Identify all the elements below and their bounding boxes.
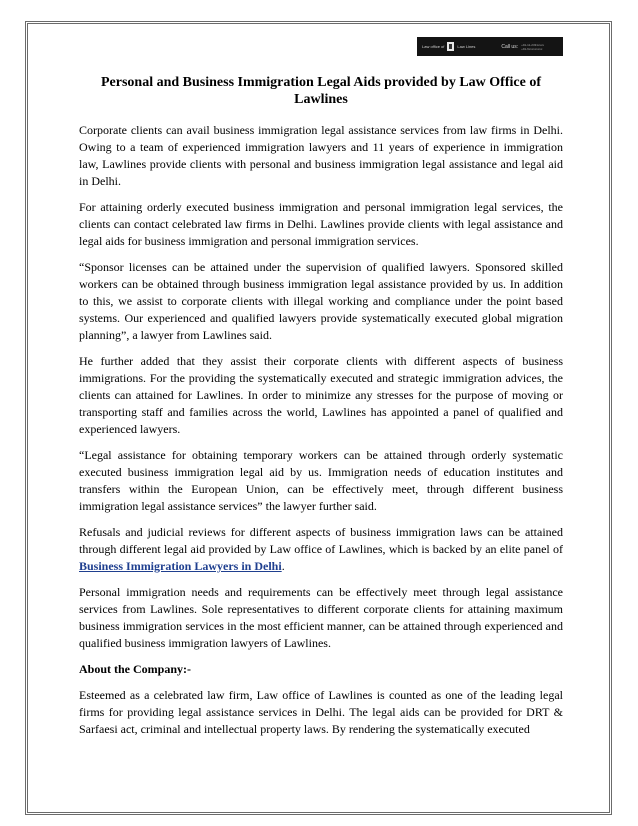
firm-prefix: Law office of <box>422 44 445 49</box>
paragraph: Personal immigration needs and requirements can be effectively meet through legal assistance services from Lawlines. Sole representatives to different corporate clients for attaining maximum business immigration services in the most efficient manner, can be attained through experienced and qualified business immigration lawyers of Lawlines. <box>79 585 563 650</box>
call-label: Call us: <box>501 43 519 50</box>
document-body <box>79 74 563 747</box>
page-title: Personal and Business Immigration Legal Aids provided by Law Office of Lawlines <box>100 75 541 107</box>
paragraph: He further added that they assist their corporate clients with different aspects of business immigrations. For the providing the systematically executed and strategic immigration advices, the clients can attained for Lawlines. In order to minimize any stresses for the purpose of moving or transporting staff and families across the world, Lawlines has appointed a panel of qualified and experienced lawyers. <box>79 354 563 436</box>
paragraph: “Legal assistance for obtaining temporary workers can be attained through orderly systematic executed business immigration legal aid by us. Immigration needs of education institutes and transfers within the European Union, can be effectively meet, through different business immigration legal assistance services” the lawyer further said. <box>79 448 563 513</box>
paragraph: For attaining orderly executed business immigration and personal immigration legal services, the clients can contact celebrated law firms in Delhi. Lawlines provide clients with legal assistance and legal aids for business immigration and personal immigration services. <box>79 200 563 248</box>
phone-number: +91-9xxxxxxxxx <box>521 46 543 51</box>
paragraph-text: Refusals and judicial reviews for different aspects of business immigration laws can be attained through different legal aid provided by Law office of Lawlines, which is backed by an elite panel of <box>79 525 563 556</box>
law-logo-icon <box>447 42 454 51</box>
header-banner[interactable] <box>417 37 563 56</box>
paragraph-text: . <box>281 559 285 573</box>
paragraph-with-link <box>79 524 563 575</box>
about-heading: About the Company:- <box>79 662 192 676</box>
phone-numbers <box>521 43 544 51</box>
firm-brand <box>422 42 475 51</box>
paragraph: Esteemed as a celebrated law firm, Law office of Lawlines is counted as one of the leading legal firms for providing legal assistance services in Delhi. The legal aids can be provided for DRT & Sarfaesi act, criminal and intellectual property laws. By rendering the systematically executed <box>79 688 563 736</box>
firm-name: Law Lines <box>457 44 476 49</box>
phone-number: +91-11-2331xxxx <box>521 42 544 47</box>
business-immigration-lawyers-link[interactable]: Business Immigration Lawyers in Delhi <box>79 559 282 573</box>
paragraph: “Sponsor licenses can be attained under the supervision of qualified lawyers. Sponsored skilled workers can be obtained through business immigration legal assistance provided by us. In addition to this, we assist to corporate clients with illegal working and compliance under the point based systems. Our experienced and qualified lawyers provide systematically executed global migration planning”, a lawyer from Lawlines said. <box>79 260 563 342</box>
paragraph: Corporate clients can avail business immigration legal assistance services from law firms in Delhi. Owing to a team of experienced immigration lawyers and 11 years of experience in immigration law, Lawlines provide clients with personal and business immigration legal assistance and legal aid in Delhi. <box>79 123 563 188</box>
